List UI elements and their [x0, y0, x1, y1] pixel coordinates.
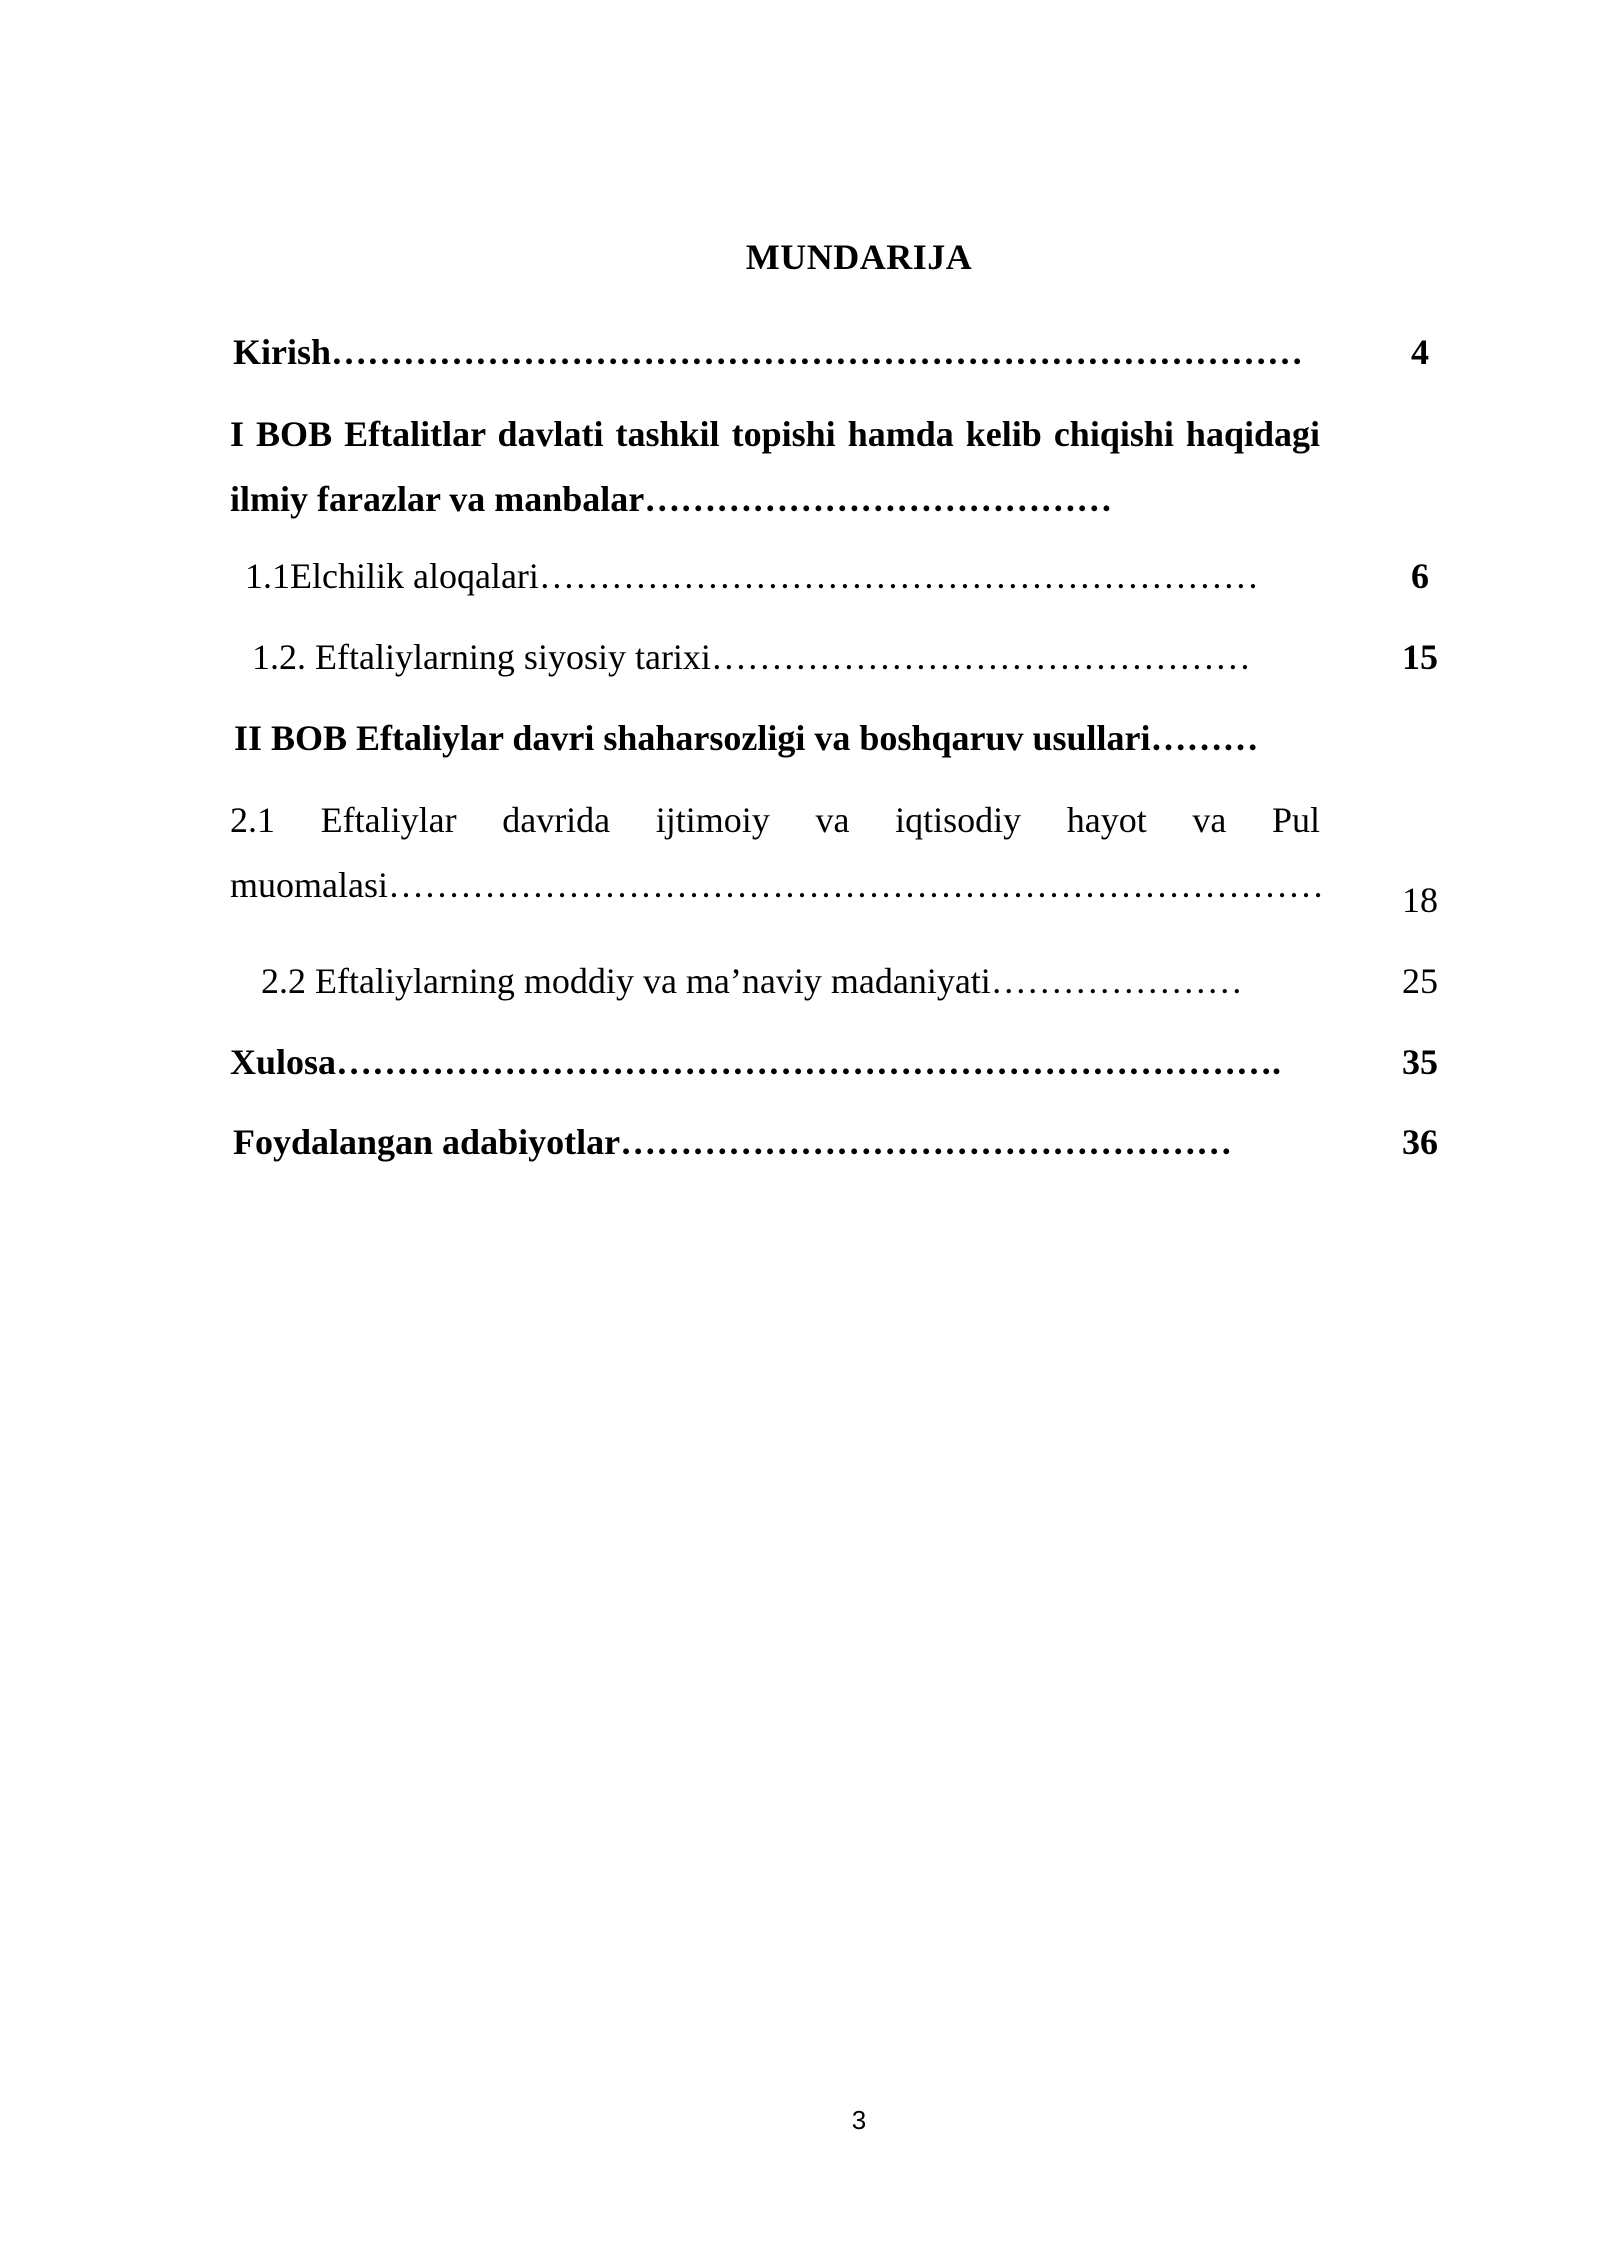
toc-entry-kirish: Kirish……………………………………………………………………… [233, 332, 1304, 372]
toc-entry-xulosa: Xulosa……………………………………………………………………. [230, 1042, 1282, 1082]
toc-entry-section-2-2: 2.2 Eftaliylarning moddiy va ma’naviy madaniyati………………… [261, 961, 1243, 1001]
toc-entry-section-1-1: 1.1Elchilik aloqalari…………………………………………………… [245, 556, 1259, 596]
toc-entry-bob-1: I BOB Eftalitlar davlati tashkil topishi hamda kelib chiqishi haqidagi ilmiy farazlar va manbalar………………………………… [230, 414, 1320, 519]
toc-entry-adabiyotlar: Foydalangan adabiyotlar…………………………………………… [233, 1122, 1233, 1162]
toc-page-adabiyotlar: 36 [1402, 1122, 1438, 1162]
toc-page-xulosa: 35 [1402, 1042, 1438, 1082]
toc-entry-section-2-1: 2.1 Eftaliylar davrida ijtimoiy va iqtisodiy hayot va Pul muomalasi…………………………………………………………………… [230, 800, 1324, 905]
toc-page-section-2-1: 18 [1402, 880, 1438, 920]
toc-page-kirish: 4 [1411, 332, 1429, 372]
page-number: 3 [851, 2105, 867, 2135]
toc-entry-bob-2: II BOB Eftaliylar davri shaharsozligi va boshqaruv usullari……… [234, 718, 1259, 758]
page-title: MUNDARIJA [745, 237, 973, 277]
toc-entry-section-1-2: 1.2. Eftaliylarning siyosiy tarixi……………………………………… [252, 637, 1251, 677]
toc-page-section-1-2: 15 [1402, 637, 1438, 677]
toc-page-section-2-2: 25 [1402, 961, 1438, 1001]
toc-page-section-1-1: 6 [1411, 556, 1429, 596]
